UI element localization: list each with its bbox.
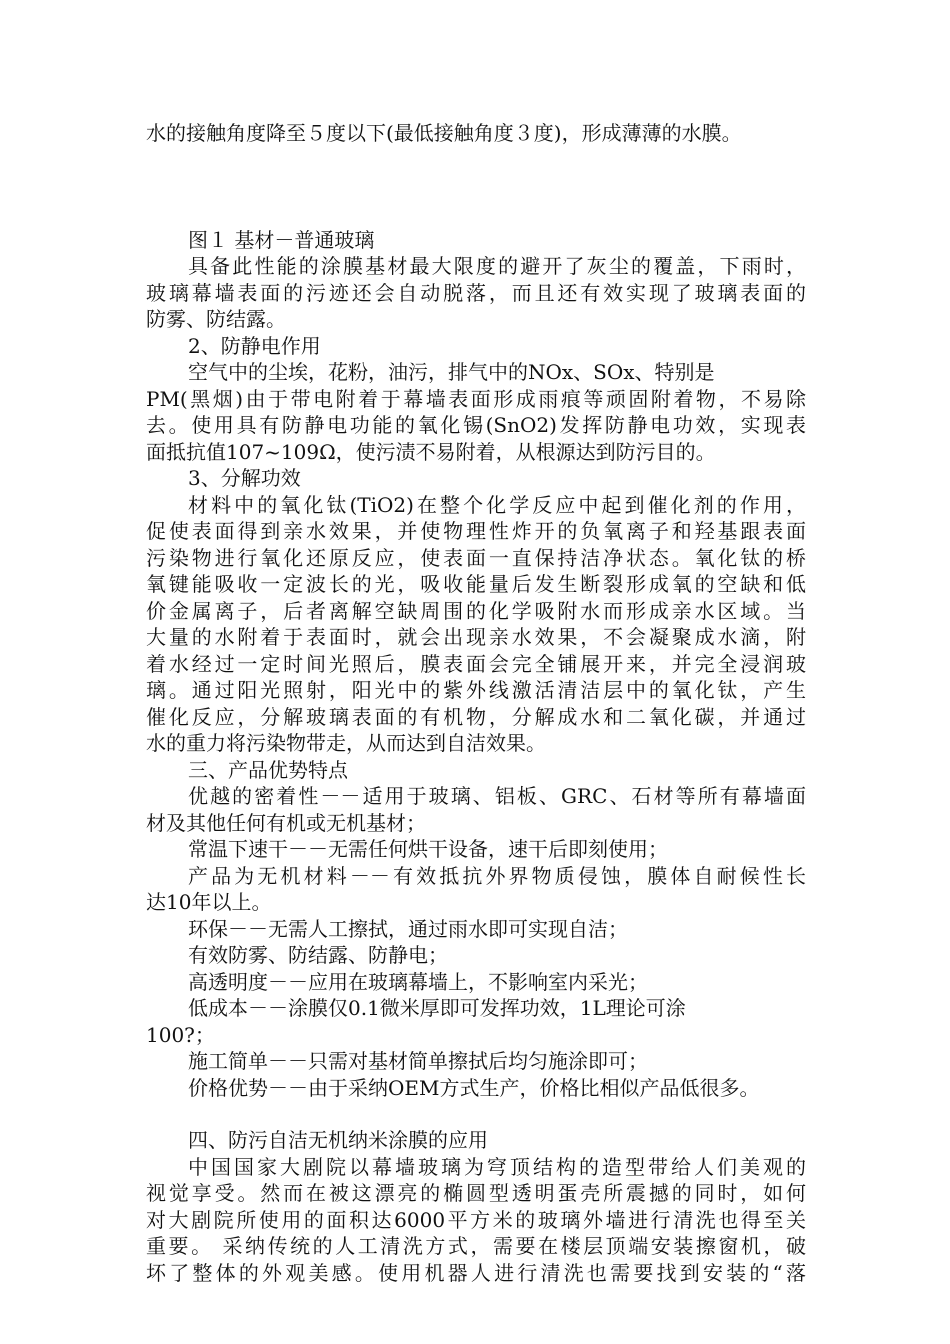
text-line: 视觉享受。然而在被这漂亮的椭圆型透明蛋壳所震撼的同时，如何 xyxy=(146,1181,806,1205)
text-line: 中国国家大剧院以幕墙玻璃为穹顶结构的造型带给人们美观的 xyxy=(188,1154,806,1179)
text-line: 对大剧院所使用的面积达6000平方米的玻璃外墙进行清洗也得至关 xyxy=(146,1207,806,1232)
section-heading: 三、产品优势特点 xyxy=(188,757,348,782)
text-line: 促使表面得到亲水效果，并使物理性炸开的负氧离子和羟基跟表面 xyxy=(146,519,806,543)
text-line: 材料中的氧化钛(TiO2)在整个化学反应中起到催化剂的作用， xyxy=(188,492,806,517)
text-line: 价金属离子，后者离解空缺周围的化学吸附水而形成亲水区域。当 xyxy=(146,598,806,623)
text-line: 着水经过一定时间光照后，膜表面会完全铺展开来，并完全浸润玻 xyxy=(146,651,806,676)
text-line: 价格优势－－由于采纳OEM方式生产，价格比相似产品低很多。 xyxy=(188,1075,760,1100)
text-line: 玻璃幕墙表面的污迹还会自动脱落，而且还有效实现了玻璃表面的 xyxy=(146,280,806,305)
text-line: 水的重力将污染物带走，从而达到自洁效果。 xyxy=(146,731,546,755)
text-line: 大量的水附着于表面时，就会出现亲水效果，不会凝聚成水滴，附 xyxy=(146,625,806,649)
text-line: 去。使用具有防静电功能的氧化锡(SnO2)发挥防静电功效，实现表 xyxy=(146,413,806,437)
text-line: 100?； xyxy=(146,1022,215,1047)
text-line: 重要。 采纳传统的人工清洗方式，需要在楼层顶端安装擦窗机，破 xyxy=(146,1234,806,1258)
text-line: 低成本－－涂膜仅0.1微米厚即可发挥功效，1L理论可涂 xyxy=(188,996,686,1020)
text-line: 水的接触角度降至５度以下(最低接触角度３度)，形成薄薄的水膜。 xyxy=(146,121,742,145)
text-line: 高透明度－－应用在玻璃幕墙上，不影响室内采光； xyxy=(188,969,648,994)
text-line: 污染物进行氧化还原反应，使表面一直保持洁净状态。氧化钛的桥 xyxy=(146,545,806,570)
text-line: 达10年以上。 xyxy=(146,890,272,914)
text-line: 空气中的尘埃，花粉，油污，排气中的NOx、SOx、特别是 xyxy=(188,360,715,384)
section-gap xyxy=(146,1101,806,1127)
text-line: 具备此性能的涂膜基材最大限度的避开了灰尘的覆盖，下雨时， xyxy=(188,254,806,278)
figure-gap xyxy=(146,147,806,227)
text-line: 氧键能吸收一定波长的光，吸收能量后发生断裂形成氧的空缺和低 xyxy=(146,572,806,596)
text-line: 防雾、防结露。 xyxy=(146,307,286,331)
text-line: 材及其他任何有机或无机基材； xyxy=(146,810,426,835)
text-line: 常温下速干－－无需任何烘干设备，速干后即刻使用； xyxy=(188,837,668,861)
text-line: 催化反应，分解玻璃表面的有机物，分解成水和二氧化碳，并通过 xyxy=(146,704,806,729)
text-line: 优越的密着性－－适用于玻璃、铝板、GRC、石材等所有幕墙面 xyxy=(188,784,806,808)
text-line: PM(黑烟)由于带电附着于幕墙表面形成雨痕等顽固附着物，不易除 xyxy=(146,386,806,411)
text-line: 施工简单－－只需对基材简单擦拭后均匀施涂即可； xyxy=(188,1049,648,1073)
figure-caption: 图１ 基材－普通玻璃 xyxy=(188,227,375,252)
text-line: 坏了整体的外观美感。使用机器人进行清洗也需要找到安装的“落 xyxy=(146,1260,806,1285)
text-line: 面抵抗值107~109Ω，使污渍不易附着，从根源达到防污目的。 xyxy=(146,439,716,464)
text-line: 产品为无机材料－－有效抵抗外界物质侵蚀，膜体自耐候性长 xyxy=(188,863,806,888)
text-line: 有效防雾、防结露、防静电； xyxy=(188,943,448,967)
section-heading: 3、分解功效 xyxy=(188,466,301,490)
document-page xyxy=(146,120,806,1286)
text-line: 璃。通过阳光照射，阳光中的紫外线激活清洁层中的氧化钛，产生 xyxy=(146,678,806,702)
section-heading: 2、防静电作用 xyxy=(188,333,321,358)
section-heading: 四、防污自洁无机纳米涂膜的应用 xyxy=(188,1128,488,1152)
text-line: 环保－－无需人工擦拭，通过雨水即可实现自洁； xyxy=(188,916,628,941)
